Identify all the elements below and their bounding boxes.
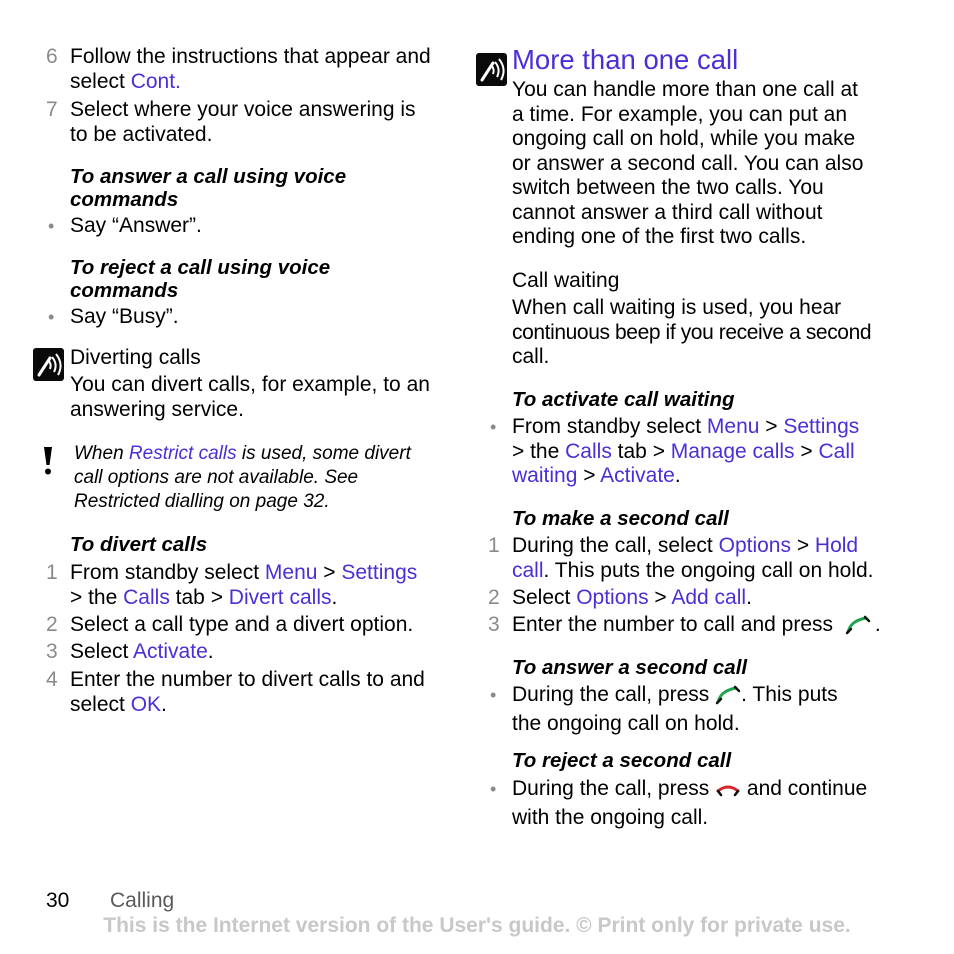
step-number: 2 <box>488 586 500 609</box>
reject-voice-heading <box>70 257 330 302</box>
step-6-line2: select <box>70 69 131 93</box>
menu-link[interactable]: Menu <box>706 415 760 438</box>
step-7-line1: Select where your voice answering is <box>70 98 416 121</box>
text: Select <box>512 586 577 609</box>
divert-step-1 <box>70 561 417 610</box>
intro-paragraph <box>512 78 863 250</box>
activate-link[interactable]: Activate <box>600 464 675 487</box>
note-line1-pre: When <box>74 443 129 464</box>
text: . This puts <box>741 683 838 706</box>
text: From standby select <box>512 415 707 438</box>
divert-step-2: Select a call type and a divert option. <box>70 613 414 636</box>
text: During the call, press <box>512 777 716 800</box>
second-call-step-1 <box>512 534 874 583</box>
section-title: More than one call <box>512 44 739 75</box>
text: > the <box>512 439 566 463</box>
second-call-heading: To make a second call <box>512 507 729 530</box>
separator: > <box>790 534 815 557</box>
diverting-calls-heading: Diverting calls <box>70 346 201 369</box>
calls-tab-link[interactable]: Calls <box>123 585 170 609</box>
call-key-icon <box>845 615 871 642</box>
text: with the ongoing call. <box>512 805 709 829</box>
separator: > <box>759 415 784 438</box>
hold-call-link[interactable]: Hold <box>814 534 859 557</box>
intro-line: cannot answer a third call without <box>512 200 823 224</box>
text: > the <box>70 585 124 609</box>
text: tab > <box>169 585 229 609</box>
text-line1: You can divert calls, for example, to an <box>70 373 430 396</box>
step-number: 2 <box>46 613 58 636</box>
separator: > <box>794 439 819 463</box>
separator: > <box>648 586 672 609</box>
text-line2: answering service. <box>70 397 244 421</box>
restrict-calls-link[interactable]: Restrict calls <box>128 443 237 464</box>
settings-link[interactable]: Settings <box>341 561 418 584</box>
text-line: When call waiting is used, you hear <box>512 296 842 319</box>
bullet: • <box>490 417 497 437</box>
second-call-step-3 <box>512 613 881 642</box>
text: tab > <box>611 439 671 463</box>
step-number: 1 <box>488 534 500 557</box>
step-7-line2: to be activated. <box>70 122 213 146</box>
page-number: 30 <box>46 889 70 912</box>
heading-line2: commands <box>70 278 179 302</box>
text: . <box>161 692 167 716</box>
end-call-key-icon <box>715 779 741 806</box>
text: Enter the number to call and press <box>512 613 834 636</box>
exclamation-icon <box>42 446 54 481</box>
text: . <box>207 640 214 663</box>
call-waiting-link[interactable]: waiting <box>512 464 578 487</box>
reject-voice-text: Say “Busy”. <box>70 305 179 328</box>
options-link[interactable]: Options <box>718 534 791 557</box>
activate-waiting-text <box>512 415 859 489</box>
text: Enter the number to divert calls to and <box>70 668 425 691</box>
heading-line1: To reject a call using voice <box>70 256 331 279</box>
text: and continue <box>741 777 868 800</box>
intro-line: switch between the two calls. You <box>512 176 824 199</box>
watermark: This is the Internet version of the User's guide. © Print only for private use. <box>103 914 851 937</box>
text: . <box>746 586 752 609</box>
note-line2: call options are not available. See <box>74 467 359 488</box>
cont-link[interactable]: Cont. <box>130 69 181 93</box>
intro-line: a time. For example, you can put an <box>512 102 848 126</box>
step-6-text <box>70 45 431 94</box>
note-line1-post: is used, some divert <box>236 443 411 464</box>
text: . <box>874 613 881 636</box>
add-call-link[interactable]: Add call <box>671 586 747 609</box>
intro-line: You can handle more than one call at <box>512 78 858 101</box>
bullet: • <box>48 216 55 236</box>
activate-link[interactable]: Activate <box>133 640 208 663</box>
settings-link[interactable]: Settings <box>783 415 860 438</box>
heading-line1: To answer a call using voice <box>70 165 347 188</box>
intro-line: or answer a second call. You can also <box>512 151 864 175</box>
divert-step-3 <box>70 640 214 665</box>
second-call-step-2 <box>512 586 752 611</box>
activate-waiting-heading: To activate call waiting <box>512 388 735 411</box>
text: Select <box>70 640 134 663</box>
answer-voice-text: Say “Answer”. <box>70 214 202 237</box>
call-key-icon <box>715 685 741 712</box>
reject-second-heading: To reject a second call <box>512 749 732 772</box>
text: . <box>674 464 681 487</box>
answer-voice-heading <box>70 166 346 211</box>
call-waiting-text <box>512 296 871 370</box>
manage-calls-link[interactable]: Manage calls <box>670 439 795 463</box>
section-name: Calling <box>110 889 175 912</box>
step-number: 3 <box>488 613 500 636</box>
text: During the call, press <box>512 683 716 706</box>
heading-line2: commands <box>70 187 179 211</box>
text: . <box>331 585 338 609</box>
separator: > <box>577 464 601 487</box>
reject-second-text <box>512 777 867 830</box>
call-waiting-heading: Call waiting <box>512 269 620 292</box>
voice-waves-icon <box>476 53 507 86</box>
text: From standby select <box>70 561 265 584</box>
step-number: 1 <box>46 561 58 584</box>
separator: > <box>317 561 342 584</box>
calls-tab-link[interactable]: Calls <box>565 439 612 463</box>
note-line3: Restricted dialling on page 32. <box>74 491 330 512</box>
call-waiting-link[interactable]: Call <box>818 439 855 463</box>
ok-link[interactable]: OK <box>130 692 162 716</box>
step-number: 3 <box>46 640 58 663</box>
step-number: 7 <box>46 98 58 121</box>
hold-call-link[interactable]: call <box>512 558 544 582</box>
menu-link[interactable]: Menu <box>264 561 318 584</box>
text-line: call. <box>512 345 550 368</box>
diverting-calls-text <box>70 373 430 422</box>
text: the ongoing call on hold. <box>512 711 740 735</box>
answer-second-heading: To answer a second call <box>512 656 748 679</box>
step-number: 6 <box>46 45 58 68</box>
step-7-text <box>70 98 416 147</box>
bullet: • <box>490 685 497 705</box>
text: select <box>70 692 131 716</box>
text: . This puts the ongoing call on hold. <box>543 558 874 582</box>
divert-calls-heading: To divert calls <box>70 533 208 556</box>
restrict-calls-note <box>74 442 411 514</box>
divert-step-4 <box>70 668 425 717</box>
text-line: continuous beep if you receive a second <box>512 320 872 344</box>
intro-line: ending one of the first two calls. <box>512 225 807 248</box>
answer-second-text <box>512 683 838 736</box>
step-number: 4 <box>46 668 58 691</box>
divert-calls-link[interactable]: Divert calls <box>228 585 332 609</box>
intro-line: ongoing call on hold, while you make <box>512 127 856 150</box>
bullet: • <box>490 779 497 799</box>
text: During the call, select <box>512 534 719 557</box>
bullet: • <box>48 307 55 327</box>
options-link[interactable]: Options <box>576 586 649 609</box>
voice-waves-icon <box>33 348 64 381</box>
step-6-line1: Follow the instructions that appear and <box>70 45 431 68</box>
